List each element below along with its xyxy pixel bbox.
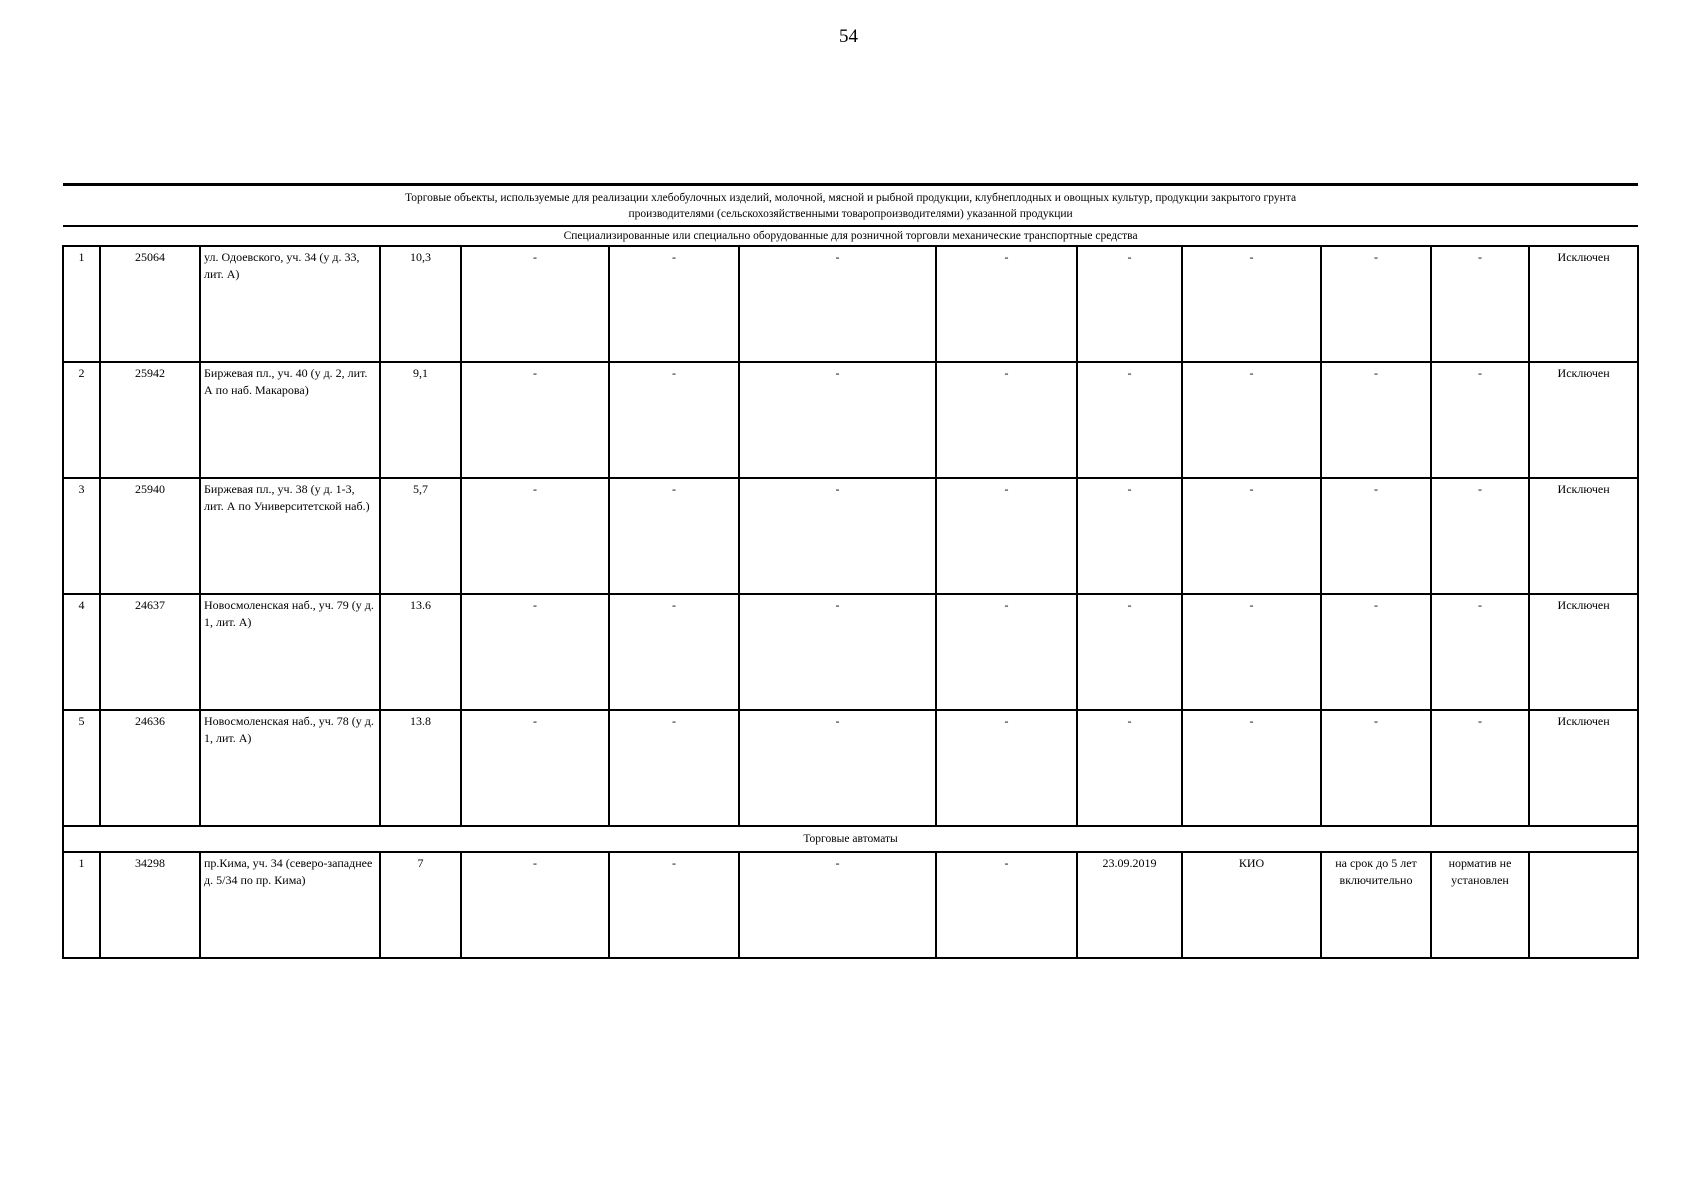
cell-col12: - [1431, 710, 1529, 826]
table-row [63, 246, 1638, 362]
cell-area: 9,1 [380, 362, 461, 478]
table-caption [63, 185, 1638, 227]
cell-number: 1 [63, 852, 100, 958]
cell-address: ул. Одоевского, уч. 34 (у д. 33, лит. А) [200, 246, 380, 362]
cell-address: Биржевая пл., уч. 40 (у д. 2, лит. А по наб. Макарова) [200, 362, 380, 478]
cell-number: 3 [63, 478, 100, 594]
cell-col8: - [936, 478, 1077, 594]
cell-address: Новосмоленская наб., уч. 79 (у д. 1, лит. А) [200, 594, 380, 710]
cell-status: Исключен [1529, 362, 1638, 478]
section-title: Торговые автоматы [63, 826, 1638, 852]
cell-col7: - [739, 478, 936, 594]
cell-col6: - [609, 852, 739, 958]
cell-number: 1 [63, 246, 100, 362]
cell-col10: - [1182, 362, 1321, 478]
cell-col10: - [1182, 710, 1321, 826]
cell-col5: - [461, 478, 609, 594]
cell-id: 25942 [100, 362, 200, 478]
cell-col9: - [1077, 362, 1182, 478]
section-title: Специализированные или специально оборудованные для розничной торговли механические транспортные средства [63, 226, 1638, 246]
cell-col11: - [1321, 362, 1431, 478]
table-caption-row [63, 185, 1638, 227]
cell-col7: - [739, 362, 936, 478]
cell-col12: - [1431, 478, 1529, 594]
cell-area: 7 [380, 852, 461, 958]
caption-line-1: Торговые объекты, используемые для реализации хлебобулочных изделий, молочной, мясной и рыбной продукции, клубнеплодных и овощных культур, продукции закрытого грунта [405, 192, 1297, 204]
cell-col12: - [1431, 594, 1529, 710]
page-number: 54 [839, 26, 858, 47]
cell-address: Биржевая пл., уч. 38 (у д. 1-3, лит. А по Университетской наб.) [200, 478, 380, 594]
cell-col5: - [461, 710, 609, 826]
cell-col8: - [936, 710, 1077, 826]
cell-id: 34298 [100, 852, 200, 958]
cell-col7: - [739, 710, 936, 826]
cell-status: Исключен [1529, 710, 1638, 826]
table-row [63, 710, 1638, 826]
cell-number: 2 [63, 362, 100, 478]
cell-number: 4 [63, 594, 100, 710]
cell-area: 5,7 [380, 478, 461, 594]
caption-line-2: производителями (сельскохозяйственными товаропроизводителями) указанной продукции [628, 208, 1073, 220]
cell-col6: - [609, 362, 739, 478]
cell-col6: - [609, 478, 739, 594]
register-table-wrapper [62, 183, 1637, 959]
cell-col5: - [461, 852, 609, 958]
cell-id: 25064 [100, 246, 200, 362]
cell-status [1529, 852, 1638, 958]
cell-col8: - [936, 246, 1077, 362]
cell-status: Исключен [1529, 246, 1638, 362]
table-row [63, 478, 1638, 594]
cell-col9: - [1077, 710, 1182, 826]
cell-number: 5 [63, 710, 100, 826]
cell-area: 10,3 [380, 246, 461, 362]
cell-status: Исключен [1529, 594, 1638, 710]
cell-col8: - [936, 362, 1077, 478]
cell-col10: - [1182, 246, 1321, 362]
cell-col5: - [461, 594, 609, 710]
cell-col11: - [1321, 594, 1431, 710]
cell-col11: - [1321, 478, 1431, 594]
cell-col11: - [1321, 246, 1431, 362]
register-table [62, 183, 1639, 959]
cell-area: 13.6 [380, 594, 461, 710]
cell-col7: - [739, 594, 936, 710]
cell-col6: - [609, 594, 739, 710]
cell-status: Исключен [1529, 478, 1638, 594]
cell-col8: - [936, 594, 1077, 710]
cell-norm: норматив не установлен [1431, 852, 1529, 958]
cell-col9: - [1077, 478, 1182, 594]
cell-col5: - [461, 246, 609, 362]
cell-col9: - [1077, 594, 1182, 710]
cell-col12: - [1431, 362, 1529, 478]
table-row [63, 362, 1638, 478]
cell-col6: - [609, 246, 739, 362]
cell-col10: - [1182, 478, 1321, 594]
cell-col10: - [1182, 594, 1321, 710]
cell-col11: - [1321, 710, 1431, 826]
cell-col5: - [461, 362, 609, 478]
cell-term: на срок до 5 лет включительно [1321, 852, 1431, 958]
cell-id: 25940 [100, 478, 200, 594]
cell-area: 13.8 [380, 710, 461, 826]
cell-id: 24637 [100, 594, 200, 710]
cell-authority: КИО [1182, 852, 1321, 958]
cell-address: пр.Кима, уч. 34 (северо-западнее д. 5/34 по пр. Кима) [200, 852, 380, 958]
table-row [63, 852, 1638, 958]
cell-col8: - [936, 852, 1077, 958]
section-header-row [63, 826, 1638, 852]
table-row [63, 594, 1638, 710]
cell-col9: - [1077, 246, 1182, 362]
cell-col6: - [609, 710, 739, 826]
section-header-row [63, 226, 1638, 246]
cell-date: 23.09.2019 [1077, 852, 1182, 958]
cell-id: 24636 [100, 710, 200, 826]
cell-col7: - [739, 246, 936, 362]
cell-address: Новосмоленская наб., уч. 78 (у д. 1, лит. А) [200, 710, 380, 826]
cell-col12: - [1431, 246, 1529, 362]
cell-col7: - [739, 852, 936, 958]
